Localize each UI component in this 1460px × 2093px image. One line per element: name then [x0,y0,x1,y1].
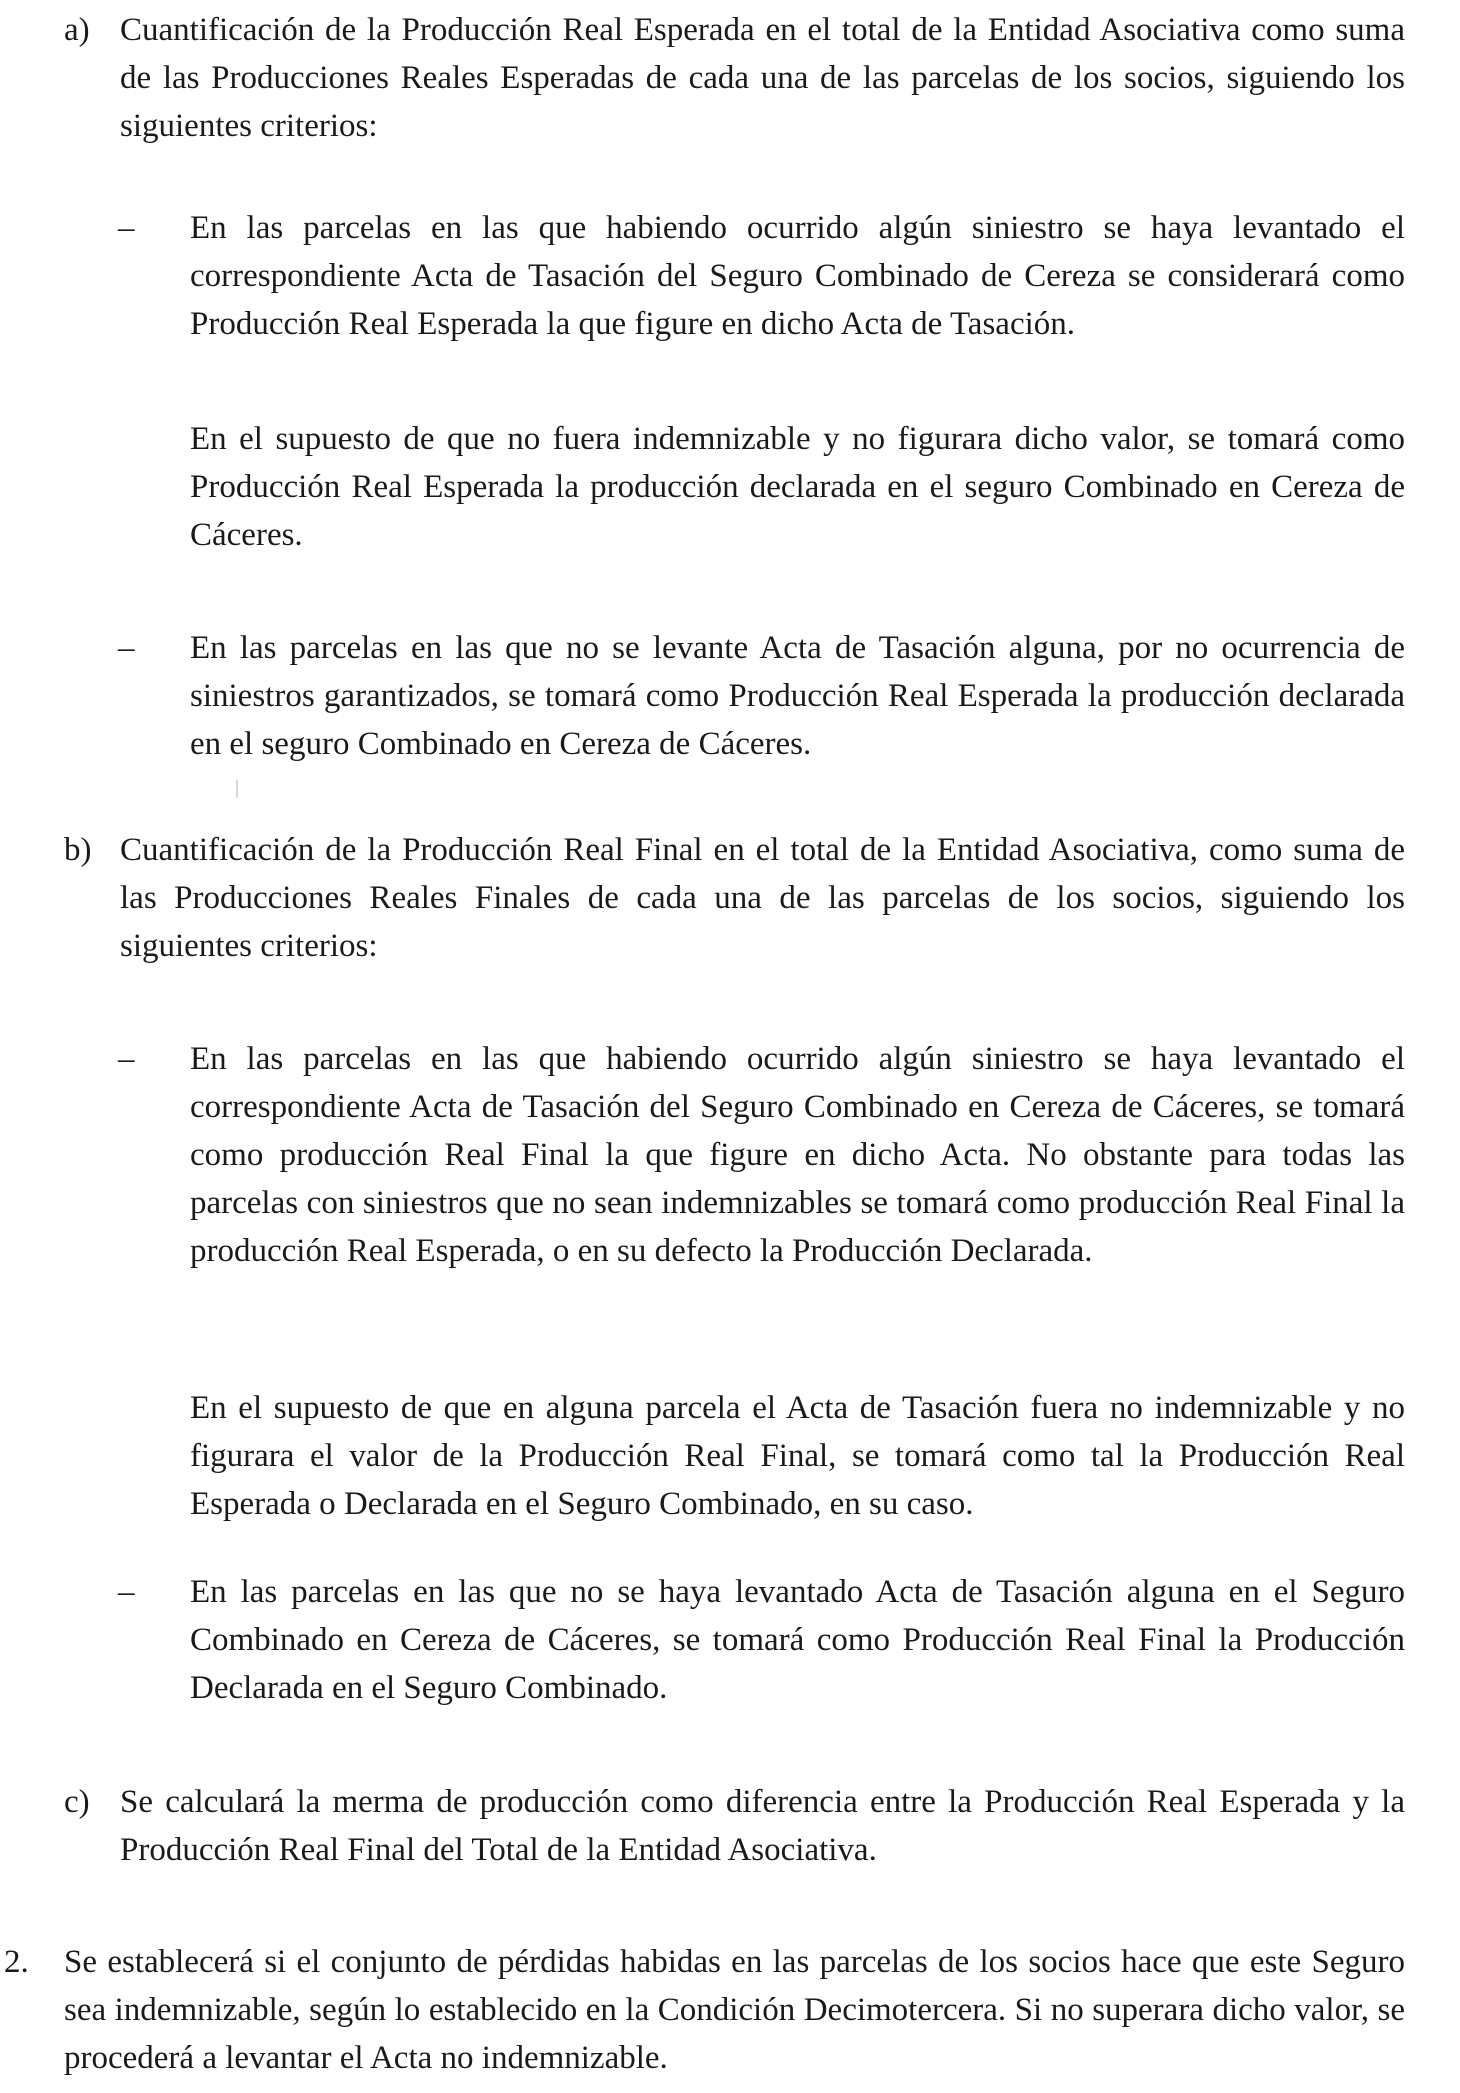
section-b-bullet2-text: En las parcelas en las que no se haya levantado Acta de Tasación alguna en el Seguro Combinado en Cereza de Cáceres, se tomará como Producción Real Final la Producción Declarada en el Seguro Combinado. [190,1574,1405,1706]
section-a-bullet1-text: En las parcelas en las que habiendo ocurrido algún siniestro se haya levantado el correspondiente Acta de Tasación del Seguro Combinado de Cereza se considerará como Producción Real Esperada la que figure en dicho Acta de Tasación. [190,210,1405,342]
section-a-intro: Cuantificación de la Producción Real Esperada en el total de la Entidad Asociativa como suma de las Producciones Reales Esperadas de cada una de las parcelas de los socios, siguiendo los siguientes criterios: [120,12,1405,144]
scan-speck [236,780,238,798]
section-b-label: b) [64,832,92,868]
section-b-bullet2-dash: – [118,1574,135,1610]
section-c-text: Se calculará la merma de producción como diferencia entre la Producción Real Esperada y la Producción Real Final del Total de la Entidad Asociativa. [120,1784,1405,1868]
section-b-intro: Cuantificación de la Producción Real Final en el total de la Entidad Asociativa, como suma de las Producciones Reales Finales de cada una de las parcelas de los socios, siguiendo los siguientes criterios: [120,832,1405,964]
section-b-bullet1-dash: – [118,1041,135,1077]
section-b-bullet1-followup: En el supuesto de que en alguna parcela el Acta de Tasación fuera no indemnizable y no figurara el valor de la Producción Real Final, se tomará como tal la Producción Real Esperada o Declarada en el Seguro Combinado, en su caso. [190,1390,1405,1522]
section-a-bullet2-dash: – [118,630,135,666]
section-a-bullet2-text: En las parcelas en las que no se levante Acta de Tasación alguna, por no ocurrencia de siniestros garantizados, se tomará como Producción Real Esperada la producción declarada en el seguro Combinado en Cereza de Cáceres. [190,630,1405,762]
item-2-text: Se establecerá si el conjunto de pérdidas habidas en las parcelas de los socios hace que este Seguro sea indemnizable, según lo establecido en la Condición Decimotercera. Si no superara dicho valor, se procederá a levantar el Acta no indemnizable. [64,1944,1405,2076]
section-a-bullet1-dash: – [118,210,135,246]
section-c-label: c) [64,1784,90,1820]
section-a-label: a) [64,12,90,48]
item-2-label: 2. [4,1944,29,1980]
section-b-bullet1-text: En las parcelas en las que habiendo ocurrido algún siniestro se haya levantado el correspondiente Acta de Tasación del Seguro Combinado en Cereza de Cáceres, se tomará como producción Real Final la que figure en dicho Acta. No obstante para todas las parcelas con siniestros que no sean indemnizables se tomará como producción Real Final la producción Real Esperada, o en su defecto la Producción Declarada. [190,1041,1405,1269]
section-a-bullet1-followup: En el supuesto de que no fuera indemnizable y no figurara dicho valor, se tomará como Producción Real Esperada la producción declarada en el seguro Combinado en Cereza de Cáceres. [190,421,1405,553]
